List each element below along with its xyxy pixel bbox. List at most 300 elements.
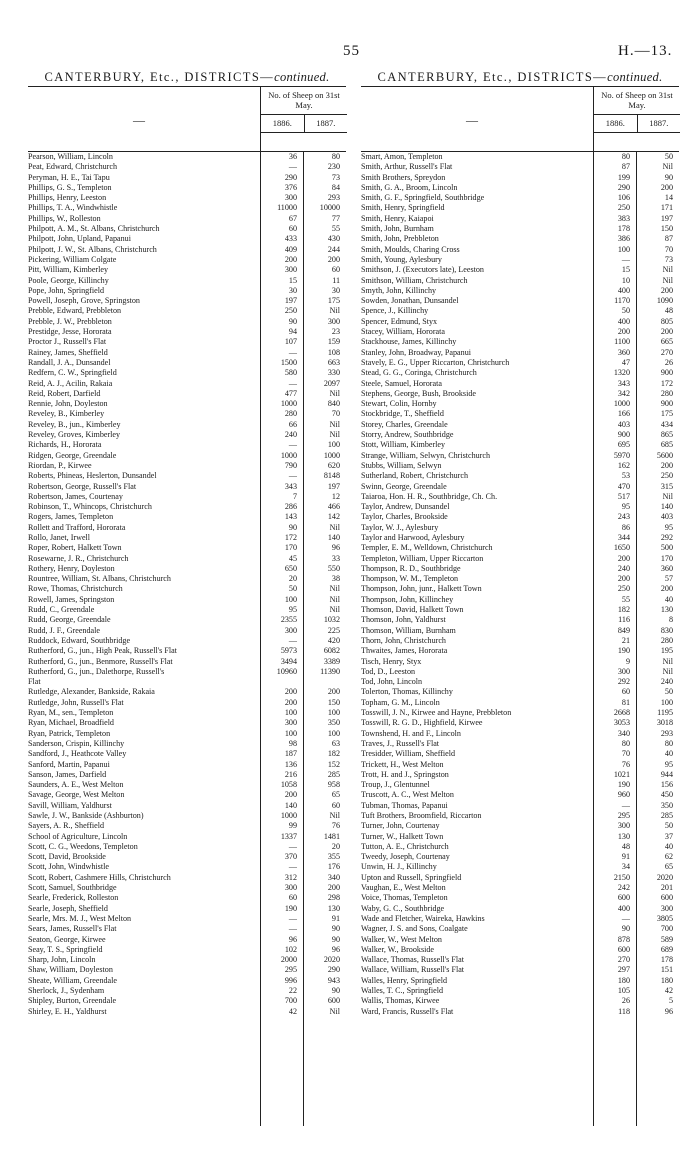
owner-name: Walles, Henry, Springfield xyxy=(361,975,448,985)
sheep-1887: 12 xyxy=(331,491,340,501)
owner-name: Thompson, John, junr., Halkett Town xyxy=(361,584,482,594)
sheep-1887: 8 xyxy=(668,615,673,625)
sheep-1886: — xyxy=(288,471,297,481)
table-row xyxy=(361,492,679,502)
sheep-1887: 57 xyxy=(664,574,673,584)
sheep-1887: 550 xyxy=(327,563,340,573)
sheep-1887: 96 xyxy=(331,543,340,553)
sheep-1886: 200 xyxy=(284,697,297,707)
owner-name: Taylor, Charles, Brookside xyxy=(361,512,448,522)
sheep-1886: 433 xyxy=(284,234,297,244)
table-row xyxy=(28,276,346,286)
sheep-1887: 90 xyxy=(331,924,340,934)
sheep-1886: 86 xyxy=(621,522,630,532)
owner-name: Robertson, James, Courtenay xyxy=(28,491,123,501)
left-title-suffix: continued. xyxy=(274,70,330,84)
table-row xyxy=(28,584,346,594)
sheep-1887: 450 xyxy=(660,790,673,800)
owner-name: Wagner, J. S. and Sons, Coalgate xyxy=(361,924,468,934)
sheep-1886: 297 xyxy=(617,965,630,975)
sheep-1886: 100 xyxy=(284,594,297,604)
table-row xyxy=(28,265,346,275)
owner-name: Peat, Edward, Christchurch xyxy=(28,162,118,172)
table-row xyxy=(28,914,346,924)
table-row xyxy=(361,996,679,1006)
sheep-1886: 80 xyxy=(621,152,630,161)
owner-name: Taylor, W. J., Aylesbury xyxy=(361,522,439,532)
right-table-header xyxy=(361,86,679,152)
sheep-1887: 350 xyxy=(327,718,340,728)
owner-name: Troup, J., Glentunnel xyxy=(361,780,430,790)
owner-name: Seay, T. S., Springfield xyxy=(28,944,103,954)
table-row xyxy=(28,883,346,893)
owner-name: Rogers, James, Templeton xyxy=(28,512,114,522)
table-row xyxy=(28,461,346,471)
sheep-1886: 15 xyxy=(621,265,630,275)
sheep-1887: 170 xyxy=(660,553,673,563)
sheep-1887: Nil xyxy=(329,1006,340,1016)
sheep-1886: 996 xyxy=(284,975,297,985)
sheep-1887: 65 xyxy=(664,862,673,872)
owner-name: Tod, D., Leeston xyxy=(361,666,416,676)
table-row xyxy=(28,760,346,770)
owner-name: Tosswill, R. G. D., Highfield, Kirwee xyxy=(361,718,483,728)
sheep-1886: 403 xyxy=(617,419,630,429)
sheep-1886: 100 xyxy=(617,244,630,254)
owner-name: Sayers, A. R., Sheffield xyxy=(28,821,105,831)
left-column-title xyxy=(28,68,346,86)
sheep-1886: 67 xyxy=(288,213,297,223)
owner-name: Tuft Brothers, Broomfield, Riccarton xyxy=(361,811,482,820)
sheep-1886: 199 xyxy=(617,172,630,182)
sheep-1887: 159 xyxy=(327,337,340,347)
table-row xyxy=(361,214,679,224)
sheep-1887: Nil xyxy=(662,656,673,666)
sheep-1886: 477 xyxy=(284,388,297,398)
owner-name: Reveley, Groves, Kimberley xyxy=(28,430,121,440)
owner-name: Stacey, William, Hororata xyxy=(361,327,445,337)
owner-name: Thomson, William, Burnham xyxy=(361,625,456,635)
sheep-1886: 1000 xyxy=(280,811,297,820)
sheep-1886: 600 xyxy=(617,893,630,903)
owner-name: Rennie, John, Doyleston xyxy=(28,399,108,409)
table-row xyxy=(361,924,679,934)
owner-name: Searle, Frederick, Rolleston xyxy=(28,893,119,903)
table-row xyxy=(28,821,346,831)
sheep-1887: 70 xyxy=(664,244,673,254)
table-row xyxy=(28,996,346,1006)
table-row xyxy=(361,564,679,574)
owner-name: Sanson, James, Darfield xyxy=(28,769,107,779)
sheep-1887: 14 xyxy=(664,193,673,203)
table-row xyxy=(28,358,346,368)
owner-name: Reid, Robert, Darfield xyxy=(28,388,101,398)
page-code: H.—13. xyxy=(618,43,673,59)
table-row xyxy=(361,842,679,852)
sheep-1886: 95 xyxy=(621,502,630,512)
sheep-1886: 102 xyxy=(284,944,297,954)
table-row xyxy=(361,873,679,883)
table-row xyxy=(28,368,346,378)
sheep-1886: 130 xyxy=(617,831,630,841)
table-row xyxy=(361,760,679,770)
sheep-1887: 200 xyxy=(660,182,673,192)
owner-name: Ryan, Michael, Broadfield xyxy=(28,718,114,728)
sheep-1887: 270 xyxy=(660,347,673,357)
table-row xyxy=(361,379,679,389)
sheep-1886: 55 xyxy=(621,594,630,604)
table-row xyxy=(361,276,679,286)
table-row xyxy=(28,873,346,883)
owner-name: Stanley, John, Broadway, Papanui xyxy=(361,347,471,357)
sheep-1886: 409 xyxy=(284,244,297,254)
sheep-1886: 1500 xyxy=(280,357,297,367)
sheep-1887: Nil xyxy=(662,491,673,501)
table-row xyxy=(361,543,679,553)
owner-name: Stackhouse, James, Killinchy xyxy=(361,337,457,347)
sheep-1886: 100 xyxy=(284,708,297,718)
sheep-1886: 900 xyxy=(617,430,630,440)
table-row xyxy=(361,852,679,862)
page-number: 55 xyxy=(343,43,360,59)
sheep-1886: — xyxy=(288,913,297,923)
table-row xyxy=(361,893,679,903)
owner-name: Spencer, Edmund, Styx xyxy=(361,316,438,326)
owner-name: Prestidge, Jesse, Hororata xyxy=(28,327,112,337)
table-row xyxy=(361,337,679,347)
sheep-1887: 55 xyxy=(331,224,340,234)
owner-name: Storey, Charles, Greendale xyxy=(361,419,448,429)
owner-name: Smith, Moulds, Charing Cross xyxy=(361,244,460,254)
owner-name: Smith, Henry, Kaiapoi xyxy=(361,213,434,223)
sheep-1887: 200 xyxy=(660,285,673,295)
owner-name: Rollo, Janet, Irwell xyxy=(28,532,91,542)
table-row xyxy=(28,615,346,625)
table-row xyxy=(361,904,679,914)
table-row xyxy=(28,348,346,358)
sheep-1887: 42 xyxy=(664,986,673,996)
table-row xyxy=(28,801,346,811)
sheep-1886: 50 xyxy=(621,306,630,316)
sheep-1886: 2355 xyxy=(280,615,297,625)
sheep-count-header xyxy=(593,87,680,151)
sheep-1886: 1650 xyxy=(613,543,630,553)
sheep-1886: 76 xyxy=(621,759,630,769)
table-row xyxy=(361,677,679,687)
sheep-1887: 26 xyxy=(664,357,673,367)
table-row xyxy=(361,265,679,275)
sheep-1886: — xyxy=(621,913,630,923)
table-row xyxy=(28,317,346,327)
sheep-1886: 166 xyxy=(617,409,630,419)
owner-name: Tubman, Thomas, Papanui xyxy=(361,800,448,810)
owner-name: Riordan, P., Kirwee xyxy=(28,460,92,470)
year-1886-header: 1886. xyxy=(594,115,638,132)
sheep-1887: 340 xyxy=(327,872,340,882)
table-row xyxy=(28,646,346,656)
sheep-1886: 20 xyxy=(288,574,297,584)
table-row xyxy=(28,399,346,409)
sheep-1886: 187 xyxy=(284,749,297,759)
sheep-1887: 280 xyxy=(660,388,673,398)
sheep-1887: 3389 xyxy=(323,656,340,666)
owner-name: Scott, C. G., Weedons, Templeton xyxy=(28,841,138,851)
owner-name: Ruddock, Edward, Southbridge xyxy=(28,635,131,645)
owner-name: Stead, G. G., Coringa, Christchurch xyxy=(361,368,477,378)
sheep-1887: Nil xyxy=(662,162,673,172)
table-row xyxy=(361,461,679,471)
owner-name: Shirley, E. H., Yaldhurst xyxy=(28,1006,107,1016)
owner-name: Scott, John, Windwhistle xyxy=(28,862,109,872)
sheep-1886: 344 xyxy=(617,532,630,542)
sheep-header-label: No. of Sheep on 31st May. xyxy=(594,87,680,115)
sheep-1887: 944 xyxy=(660,769,673,779)
sheep-1887: 1000 xyxy=(323,450,340,460)
sheep-1887: 600 xyxy=(327,996,340,1006)
owner-name: Richards, H., Hororata xyxy=(28,440,102,450)
table-row xyxy=(28,173,346,183)
table-row xyxy=(28,862,346,872)
sheep-1886: — xyxy=(288,841,297,851)
owner-name: Poole, George, Killinchy xyxy=(28,275,109,285)
owner-name: Stubbs, William, Selwyn xyxy=(361,460,442,470)
sheep-1886: 695 xyxy=(617,440,630,450)
sheep-1886: 300 xyxy=(617,821,630,831)
sheep-1887: 63 xyxy=(331,738,340,748)
sheep-1887: 38 xyxy=(331,574,340,584)
name-column-header: — xyxy=(133,113,145,127)
table-row xyxy=(28,224,346,234)
owner-name: Sherlock, J., Sydenham xyxy=(28,986,105,996)
sheep-1886: 140 xyxy=(284,800,297,810)
table-row xyxy=(28,718,346,728)
sheep-1887: 1195 xyxy=(657,708,673,718)
owner-name: Rutherford, G., jun., High Peak, Russell's Flat xyxy=(28,646,177,656)
owner-name: Reveley, B., jun., Kimberley xyxy=(28,419,121,429)
table-row xyxy=(28,337,346,347)
sheep-1886: 790 xyxy=(284,460,297,470)
sheep-1886: 300 xyxy=(617,666,630,676)
sheep-1887: 182 xyxy=(327,749,340,759)
sheep-1887: 280 xyxy=(660,635,673,645)
owner-name: Thompson, W. M., Templeton xyxy=(361,574,459,584)
sheep-1887: Nil xyxy=(329,430,340,440)
owner-name: Smith, G. F., Springfield, Southbridge xyxy=(361,193,485,203)
sheep-1886: 200 xyxy=(617,574,630,584)
table-row xyxy=(361,883,679,893)
owner-name: Phillips, G. S., Templeton xyxy=(28,182,112,192)
table-row xyxy=(28,543,346,553)
table-row xyxy=(361,327,679,337)
sheep-1886: 400 xyxy=(617,903,630,913)
sheep-1887: 50 xyxy=(664,821,673,831)
table-row xyxy=(361,749,679,759)
table-row xyxy=(361,657,679,667)
sheep-1886: 22 xyxy=(288,986,297,996)
owner-name: Savill, William, Yaldhurst xyxy=(28,800,112,810)
sheep-1886: 1058 xyxy=(280,780,297,790)
sheep-1887: 6082 xyxy=(323,646,340,656)
table-row xyxy=(28,502,346,512)
owner-name: Stockbridge, T., Sheffield xyxy=(361,409,444,419)
owner-name: Sawle, J. W., Bankside (Ashburton) xyxy=(28,811,144,820)
sheep-1887: 360 xyxy=(660,563,673,573)
owner-name: Shipley, Burton, Greendale xyxy=(28,996,117,1006)
owner-name: Wallace, William, Russell's Flat xyxy=(361,965,465,975)
sheep-1887: 60 xyxy=(331,800,340,810)
sheep-1887: 285 xyxy=(660,811,673,820)
owner-name: Reid, A. J., Acilin, Rakaia xyxy=(28,378,113,388)
sheep-1887: 65 xyxy=(331,790,340,800)
table-row xyxy=(28,626,346,636)
sheep-1886: 190 xyxy=(617,780,630,790)
owner-name: Scott, David, Brookside xyxy=(28,852,106,862)
owner-name: Rowell, James, Springston xyxy=(28,594,115,604)
sheep-1886: 200 xyxy=(617,553,630,563)
table-row xyxy=(28,935,346,945)
sheep-1886: 53 xyxy=(621,471,630,481)
sheep-1886: 136 xyxy=(284,759,297,769)
table-row xyxy=(28,698,346,708)
owner-name: Rutledge, John, Russell's Flat xyxy=(28,697,124,707)
owner-name: Sheate, William, Greendale xyxy=(28,975,117,985)
sheep-1886: 400 xyxy=(617,316,630,326)
owner-name: Reveley, B., Kimberley xyxy=(28,409,105,419)
owner-name: Flat xyxy=(28,677,41,687)
table-row xyxy=(28,554,346,564)
sheep-1886: 1000 xyxy=(280,399,297,409)
sheep-1886: 300 xyxy=(284,625,297,635)
owner-name: Powell, Joseph, Grove, Springston xyxy=(28,296,140,306)
sheep-1887: 40 xyxy=(664,749,673,759)
sheep-1887: 175 xyxy=(327,296,340,306)
sheep-1887: 100 xyxy=(327,708,340,718)
sheep-1886: 172 xyxy=(284,532,297,542)
sheep-1886: 197 xyxy=(284,296,297,306)
sheep-1887: 500 xyxy=(660,543,673,553)
right-title-text: CANTERBURY, Etc., DISTRICTS— xyxy=(377,70,608,84)
table-row xyxy=(28,657,346,667)
owner-name: Sanford, Martin, Papanui xyxy=(28,759,110,769)
sheep-1886: 250 xyxy=(617,584,630,594)
sheep-1887: 95 xyxy=(664,522,673,532)
sheep-1886: 3053 xyxy=(613,718,630,728)
owner-name: Steele, Samuel, Hororata xyxy=(361,378,442,388)
owner-name: Robinson, T., Whincops, Christchurch xyxy=(28,502,152,512)
owner-name: Thwaites, James, Hororata xyxy=(361,646,448,656)
sheep-1887: 200 xyxy=(327,883,340,893)
sheep-1887: 2020 xyxy=(323,955,340,965)
table-row xyxy=(28,842,346,852)
sheep-1887: 943 xyxy=(327,975,340,985)
table-row xyxy=(361,183,679,193)
sheep-1886: 2150 xyxy=(613,872,630,882)
owner-name: Smith, John, Prebbleton xyxy=(361,234,439,244)
table-row xyxy=(361,955,679,965)
table-row xyxy=(361,636,679,646)
table-row xyxy=(361,430,679,440)
left-title-text: CANTERBURY, Etc., DISTRICTS— xyxy=(44,70,275,84)
sheep-1887: 130 xyxy=(660,605,673,615)
sheep-1886: 286 xyxy=(284,502,297,512)
sheep-1887: 130 xyxy=(327,903,340,913)
sheep-1886: 116 xyxy=(618,615,630,625)
sheep-1886: 1000 xyxy=(613,399,630,409)
table-row xyxy=(28,605,346,615)
owner-name: Savage, George, West Melton xyxy=(28,790,125,800)
sheep-1887: 434 xyxy=(660,419,673,429)
owner-name: Ridgen, George, Greendale xyxy=(28,450,117,460)
owner-name: Roper, Robert, Halkett Town xyxy=(28,543,122,553)
owner-name: Rutherford, G., jun., Dalethorpe, Russell's xyxy=(28,666,165,676)
table-row xyxy=(361,152,679,162)
sheep-1887: 600 xyxy=(660,893,673,903)
table-row xyxy=(361,523,679,533)
sheep-1886: 650 xyxy=(284,563,297,573)
table-row xyxy=(28,945,346,955)
sheep-1887: 865 xyxy=(660,430,673,440)
sheep-1886: 60 xyxy=(288,893,297,903)
sheep-1887: 1032 xyxy=(323,615,340,625)
table-row xyxy=(28,852,346,862)
sheep-1886: 200 xyxy=(284,687,297,697)
sheep-1887: 420 xyxy=(327,635,340,645)
sheep-1887: 3805 xyxy=(656,913,673,923)
sheep-1886: 240 xyxy=(284,430,297,440)
sheep-1886: 700 xyxy=(284,996,297,1006)
sheep-1887: 290 xyxy=(327,965,340,975)
sheep-1886: 5970 xyxy=(613,450,630,460)
table-row xyxy=(361,512,679,522)
owner-name: Pope, John, Springfield xyxy=(28,285,104,295)
sheep-1886: 343 xyxy=(617,378,630,388)
owner-name: Searle, Mrs. M. J., West Melton xyxy=(28,913,132,923)
sheep-1887: Nil xyxy=(329,388,340,398)
owner-name: Proctor J., Russell's Flat xyxy=(28,337,107,347)
owner-name: Philpott, John, Upland, Papanui xyxy=(28,234,131,244)
table-row xyxy=(28,636,346,646)
sheep-1886: 1170 xyxy=(614,296,630,306)
sheep-1886: 1320 xyxy=(613,368,630,378)
owner-name: Taylor and Harwood, Aylesbury xyxy=(361,532,465,542)
table-row xyxy=(28,780,346,790)
sheep-1886: 300 xyxy=(284,718,297,728)
table-row xyxy=(361,965,679,975)
owner-name: Walker, W., West Melton xyxy=(361,934,442,944)
sheep-1887: 430 xyxy=(327,234,340,244)
owner-name: Thompson, John, Killinchey xyxy=(361,594,454,604)
owner-name: Philpott, J. W., St. Albans, Christchurch xyxy=(28,244,157,254)
sheep-1886: 26 xyxy=(621,996,630,1006)
sheep-1887: 200 xyxy=(327,254,340,264)
table-row xyxy=(361,234,679,244)
table-row xyxy=(361,770,679,780)
table-row xyxy=(361,420,679,430)
sheep-1887: Nil xyxy=(329,522,340,532)
table-row xyxy=(361,914,679,924)
table-row xyxy=(28,471,346,481)
sheep-1887: 5 xyxy=(668,996,673,1006)
owner-name: Wade and Fletcher, Waireka, Hawkins xyxy=(361,913,485,923)
table-row xyxy=(361,574,679,584)
sheep-1886: 386 xyxy=(617,234,630,244)
table-row xyxy=(28,708,346,718)
table-row xyxy=(28,749,346,759)
table-row xyxy=(28,214,346,224)
sheep-1887: 73 xyxy=(331,172,340,182)
sheep-1886: 34 xyxy=(621,862,630,872)
table-row xyxy=(361,348,679,358)
